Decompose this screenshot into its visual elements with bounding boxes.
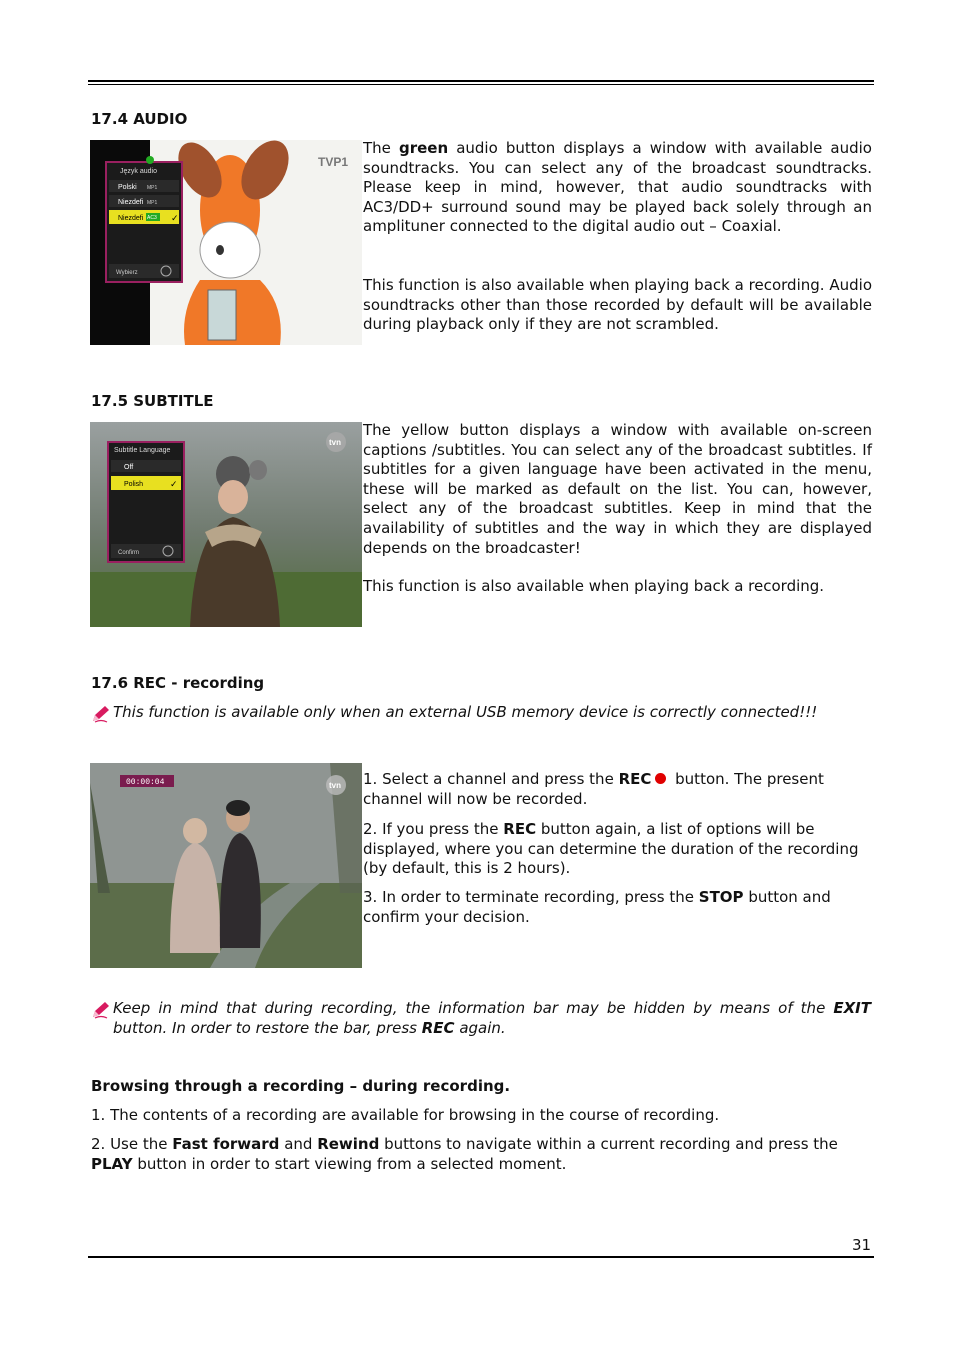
subtitle-menu-title: Subtitle Language xyxy=(114,447,171,454)
audio-menu-item-2: Niezdefi xyxy=(118,199,144,206)
pencil-icon xyxy=(91,705,111,723)
audio-logo: TVP1 xyxy=(318,155,349,169)
heading-browsing: Browsing through a recording – during recording. xyxy=(91,1077,511,1095)
subtitle-menu-item-2: Polish xyxy=(124,481,144,488)
page-number: 31 xyxy=(852,1236,872,1254)
audio-menu-footer: Wybierz xyxy=(116,270,138,276)
rec-logo: tvn xyxy=(329,781,341,790)
heading-rec: 17.6 REC - recording xyxy=(91,674,265,692)
rec-usb-note: This function is available only when an external USB memory device is correctly connected!!! xyxy=(91,703,871,723)
footer-rule xyxy=(88,1256,874,1258)
audio-menu-tag-3: AC3 xyxy=(147,215,157,221)
subtitle-logo: tvn xyxy=(329,438,341,447)
subtitle-screenshot-image xyxy=(90,422,362,627)
subtitle-menu-item-1: Off xyxy=(124,464,134,471)
browsing-paragraph-2: 2. Use the Fast forward and Rewind buttons to navigate within a current recording and press the PLAY button in order to start viewing from a selected moment. xyxy=(91,1135,838,1173)
audio-paragraph-1: The green audio button displays a window with available audio soundtracks. You can select any of the broadcast soundtracks. Please keep in mind, however, that audio soundtracks with AC3/DD+ surround sound may be played back solely through an amplituner connected to the digital audio out – Coaxial. xyxy=(363,139,872,236)
rec-timer: 00:00:04 xyxy=(126,778,165,787)
audio-screenshot-image xyxy=(90,140,362,345)
subtitle-screenshot xyxy=(90,422,362,627)
green-word: green xyxy=(398,139,449,157)
audio-menu-title: Język audio xyxy=(120,168,157,175)
rec-screenshot xyxy=(90,763,362,968)
subtitle-menu-footer: Confirm xyxy=(118,550,140,556)
rec-step-2: 2. If you press the REC button again, a list of options will be displayed, where you can determine the duration of the recording (by default, this is 2 hours). xyxy=(363,820,859,878)
rec-step-1: 1. Select a channel and press the REC button. The present channel will now be recorded. xyxy=(363,770,824,808)
audio-screenshot xyxy=(90,140,362,345)
rec-step-3: 3. In order to terminate recording, press the STOP button and confirm your decision. xyxy=(363,888,831,926)
heading-audio: 17.4 AUDIO xyxy=(91,110,188,128)
pencil-icon xyxy=(91,1001,111,1019)
audio-menu-item-3: Niezdefi xyxy=(118,215,144,222)
audio-menu-tag-2: MP1 xyxy=(147,200,158,206)
rec-exit-note: Keep in mind that during recording, the information bar may be hidden by means of the EXIT button. In order to restore the bar, press REC again. xyxy=(91,999,871,1038)
header-rule xyxy=(88,80,874,85)
rec-screenshot-image xyxy=(90,763,362,968)
rec-dot-icon xyxy=(655,773,666,784)
audio-menu-check-icon: ✓ xyxy=(171,214,179,224)
audio-menu-tag-1: MP1 xyxy=(147,185,158,191)
subtitle-paragraph-2: This function is also available when playing back a recording. xyxy=(363,577,825,595)
audio-paragraph-2: This function is also available when playing back a recording. Audio soundtracks other than those recorded by default will be available during playback only if they are not scrambled. xyxy=(363,276,872,334)
subtitle-paragraph-1: The yellow button displays a window with available on-screen captions /subtitles. You can select any of the broadcast subtitles. If subtitles for a given language have been activated in the menu, these will be marked as default on the list. You can, however, select any of the broadcast subtitles. Keep in mind that the availability of subtitles and the way in which they are displayed depends on the broadcaster! xyxy=(363,421,872,557)
browsing-paragraph-1: 1. The contents of a recording are available for browsing in the course of recording. xyxy=(91,1106,720,1124)
heading-subtitle: 17.5 SUBTITLE xyxy=(91,392,214,410)
subtitle-menu-check-icon: ✓ xyxy=(170,480,178,490)
audio-menu-item-1: Polski xyxy=(118,184,137,191)
